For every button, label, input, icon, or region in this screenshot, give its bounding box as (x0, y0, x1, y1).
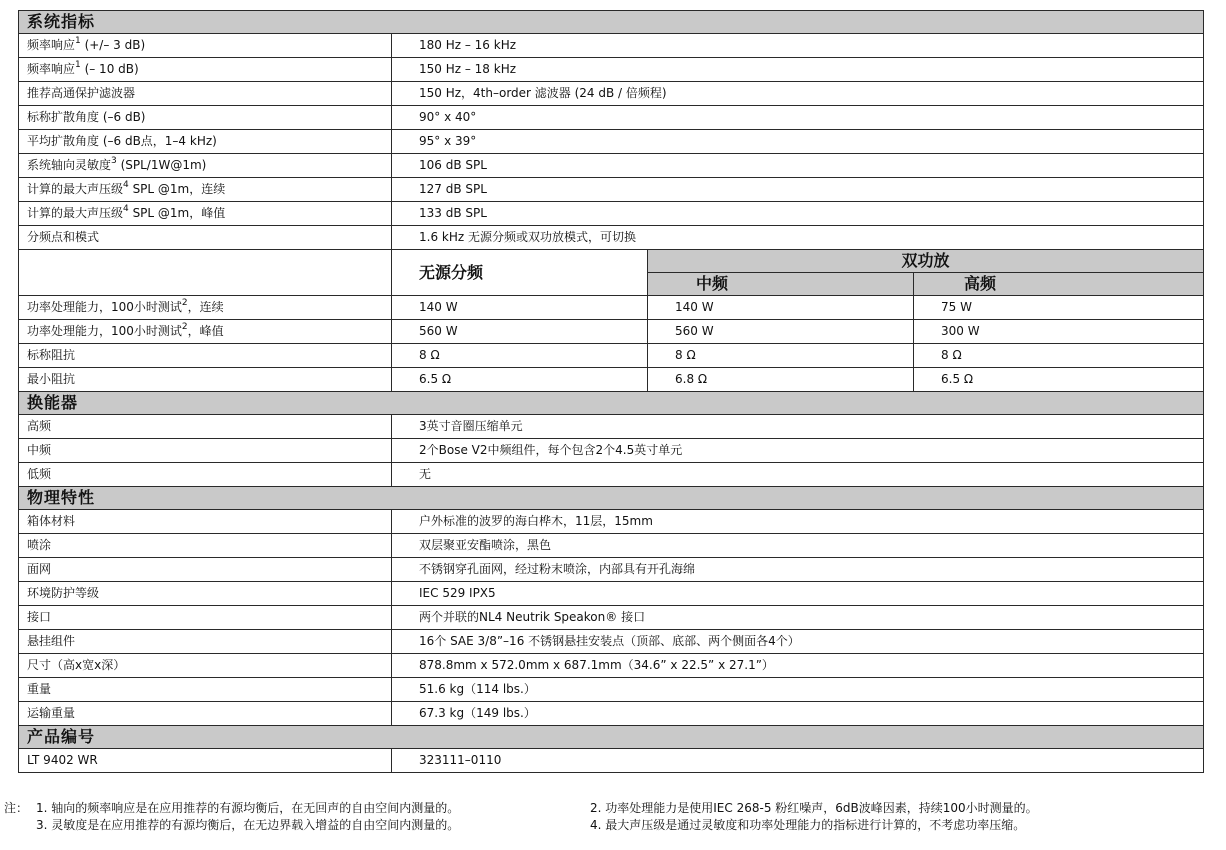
table-row (19, 463, 1204, 487)
label-text: 功率处理能力，100小时测试 (27, 324, 182, 338)
spec-label (19, 34, 392, 58)
spec-label (19, 202, 392, 226)
power-header-row (19, 250, 1204, 273)
label-text: 环境防护等级 (27, 586, 100, 600)
value-passive: 560 W (392, 320, 648, 344)
label-suffix: SPL @1m，峰值 (128, 206, 226, 220)
label-text: 接口 (27, 610, 52, 624)
table-row (19, 34, 1204, 58)
table-row (19, 154, 1204, 178)
footnote-ref: 2 (181, 298, 188, 308)
spec-value: 150 Hz – 18 kHz (392, 58, 1204, 82)
value-high: 300 W (914, 320, 1204, 344)
spec-value: 95° x 39° (392, 130, 1204, 154)
value-high: 75 W (914, 296, 1204, 320)
spec-value: IEC 529 IPX5 (392, 582, 1204, 606)
label-text: 运输重量 (27, 706, 76, 720)
value-high: 8 Ω (914, 344, 1204, 368)
label-text: 低频 (27, 467, 52, 481)
label-suffix: SPL @1m，连续 (128, 182, 226, 196)
spec-label (19, 654, 392, 678)
table-row (19, 58, 1204, 82)
footnote-prefix: 注： (4, 801, 29, 815)
label-text: 计算的最大声压级 (27, 182, 124, 196)
spec-label (19, 534, 392, 558)
label-suffix: (SPL/1W@1m) (116, 158, 207, 172)
spec-value: 16个 SAE 3/8”–16 不锈钢悬挂安装点（顶部、底部、两个侧面各4个） (392, 630, 1204, 654)
spec-label (19, 606, 392, 630)
footnote-3: 3. 灵敏度是在应用推荐的有源均衡后，在无边界载入增益的自由空间内测量的。 (36, 818, 460, 832)
table-row (19, 606, 1204, 630)
label-text: 推荐高通保护滤波器 (27, 86, 136, 100)
label-text: LT 9402 WR (27, 753, 98, 767)
spec-value: 3英寸音圈压缩单元 (392, 415, 1204, 439)
spec-label (19, 558, 392, 582)
table-row (19, 178, 1204, 202)
label-text: 箱体材料 (27, 514, 76, 528)
spec-label (19, 344, 392, 368)
value-passive: 140 W (392, 296, 648, 320)
spec-label (19, 106, 392, 130)
section-title: 产品编号 (19, 726, 1204, 749)
label-text: 标称阻抗 (27, 348, 76, 362)
table-row (19, 130, 1204, 154)
spec-label (19, 178, 392, 202)
spec-label (19, 678, 392, 702)
spec-label (19, 130, 392, 154)
value-mid: 8 Ω (648, 344, 914, 368)
spec-label (19, 320, 392, 344)
spec-label (19, 226, 392, 250)
spec-label (19, 702, 392, 726)
label-text: 高频 (27, 419, 52, 433)
footnote-ref: 1 (75, 60, 81, 70)
spec-value: 323111–0110 (392, 749, 1204, 773)
footnote-ref: 4 (123, 204, 129, 214)
table-row (19, 534, 1204, 558)
footnote-ref: 4 (123, 180, 129, 190)
label-suffix: (+/– 3 dB) (80, 38, 146, 52)
table-row (19, 630, 1204, 654)
label-text: 频率响应 (27, 38, 76, 52)
table-row (19, 439, 1204, 463)
label-text: 平均扩散角度 (–6 dB点，1–4 kHz) (27, 134, 217, 148)
value-passive: 6.5 Ω (392, 368, 648, 392)
label-text: 最小阻抗 (27, 372, 76, 386)
spec-value: 127 dB SPL (392, 178, 1204, 202)
table-row (19, 82, 1204, 106)
spec-label (19, 154, 392, 178)
label-text: 尺寸（高x宽x深） (27, 658, 126, 672)
spec-label (19, 368, 392, 392)
label-text: 重量 (27, 682, 52, 696)
spec-value: 1.6 kHz 无源分频或双功放模式，可切换 (392, 226, 1204, 250)
section-title: 物理特性 (19, 487, 1204, 510)
footnote-1: 1. 轴向的频率响应是在应用推荐的有源均衡后，在无回声的自由空间内测量的。 (36, 801, 460, 815)
spec-label (19, 296, 392, 320)
label-text: 分频点和模式 (27, 230, 100, 244)
footnote-ref: 2 (181, 322, 188, 332)
spec-label (19, 82, 392, 106)
header-biamp: 双功放 (648, 250, 1204, 273)
section-title: 换能器 (19, 392, 1204, 415)
table-row (19, 415, 1204, 439)
header-passive: 无源分频 (392, 250, 648, 296)
table-row (19, 582, 1204, 606)
label-suffix: (– 10 dB) (80, 62, 139, 76)
label-text: 悬挂组件 (27, 634, 76, 648)
spec-label (19, 463, 392, 487)
header-high: 高频 (914, 273, 1204, 296)
table-row (19, 510, 1204, 534)
spec-value: 两个并联的NL4 Neutrik Speakon® 接口 (392, 606, 1204, 630)
section-header (19, 392, 1204, 415)
label-suffix: ，连续 (187, 300, 224, 314)
table-row (19, 702, 1204, 726)
spec-value: 106 dB SPL (392, 154, 1204, 178)
section-title: 系统指标 (19, 11, 1204, 34)
value-high: 6.5 Ω (914, 368, 1204, 392)
table-row (19, 344, 1204, 368)
section-header (19, 726, 1204, 749)
label-text: 喷涂 (27, 538, 52, 552)
spec-label (19, 510, 392, 534)
header-mid: 中频 (648, 273, 914, 296)
table-row (19, 226, 1204, 250)
spec-label (19, 630, 392, 654)
table-row (19, 106, 1204, 130)
blank-cell (19, 250, 392, 296)
spec-value: 133 dB SPL (392, 202, 1204, 226)
table-row (19, 202, 1204, 226)
table-row (19, 654, 1204, 678)
spec-label (19, 582, 392, 606)
label-text: 面网 (27, 562, 52, 576)
label-text: 功率处理能力，100小时测试 (27, 300, 182, 314)
table-row (19, 678, 1204, 702)
spec-value: 51.6 kg（114 lbs.） (392, 678, 1204, 702)
table-row (19, 320, 1204, 344)
footnote-ref: 1 (75, 36, 81, 46)
value-mid: 6.8 Ω (648, 368, 914, 392)
spec-value: 户外标准的波罗的海白桦木，11层，15mm (392, 510, 1204, 534)
footnote-4: 4. 最大声压级是通过灵敏度和功率处理能力的指标进行计算的，不考虑功率压缩。 (590, 818, 1026, 832)
label-text: 频率响应 (27, 62, 76, 76)
footnote-2: 2. 功率处理能力是使用IEC 268-5 粉红噪声，6dB波峰因素，持续100小时测量的。 (590, 801, 1038, 815)
label-text: 中频 (27, 443, 52, 457)
spec-value: 180 Hz – 16 kHz (392, 34, 1204, 58)
footnote-ref: 3 (111, 156, 117, 166)
label-text: 系统轴向灵敏度 (27, 158, 112, 172)
spec-value: 2个Bose V2中频组件，每个包含2个4.5英寸单元 (392, 439, 1204, 463)
table-row (19, 368, 1204, 392)
label-text: 标称扩散角度 (–6 dB) (27, 110, 146, 124)
spec-table (18, 10, 1204, 773)
label-text: 计算的最大声压级 (27, 206, 124, 220)
table-row (19, 296, 1204, 320)
spec-value: 67.3 kg（149 lbs.） (392, 702, 1204, 726)
spec-value: 878.8mm x 572.0mm x 687.1mm（34.6” x 22.5” x 27.1”） (392, 654, 1204, 678)
value-mid: 140 W (648, 296, 914, 320)
value-mid: 560 W (648, 320, 914, 344)
spec-value: 不锈钢穿孔面网，经过粉末喷涂，内部具有开孔海绵 (392, 558, 1204, 582)
spec-value: 150 Hz，4th–order 滤波器 (24 dB / 倍频程) (392, 82, 1204, 106)
spec-value: 无 (392, 463, 1204, 487)
section-header (19, 11, 1204, 34)
spec-label (19, 749, 392, 773)
spec-label (19, 415, 392, 439)
value-passive: 8 Ω (392, 344, 648, 368)
spec-label (19, 58, 392, 82)
table-row (19, 749, 1204, 773)
spec-label (19, 439, 392, 463)
spec-value: 90° x 40° (392, 106, 1204, 130)
label-suffix: ，峰值 (187, 324, 224, 338)
section-header (19, 487, 1204, 510)
table-row (19, 558, 1204, 582)
spec-value: 双层聚亚安酯喷涂，黑色 (392, 534, 1204, 558)
